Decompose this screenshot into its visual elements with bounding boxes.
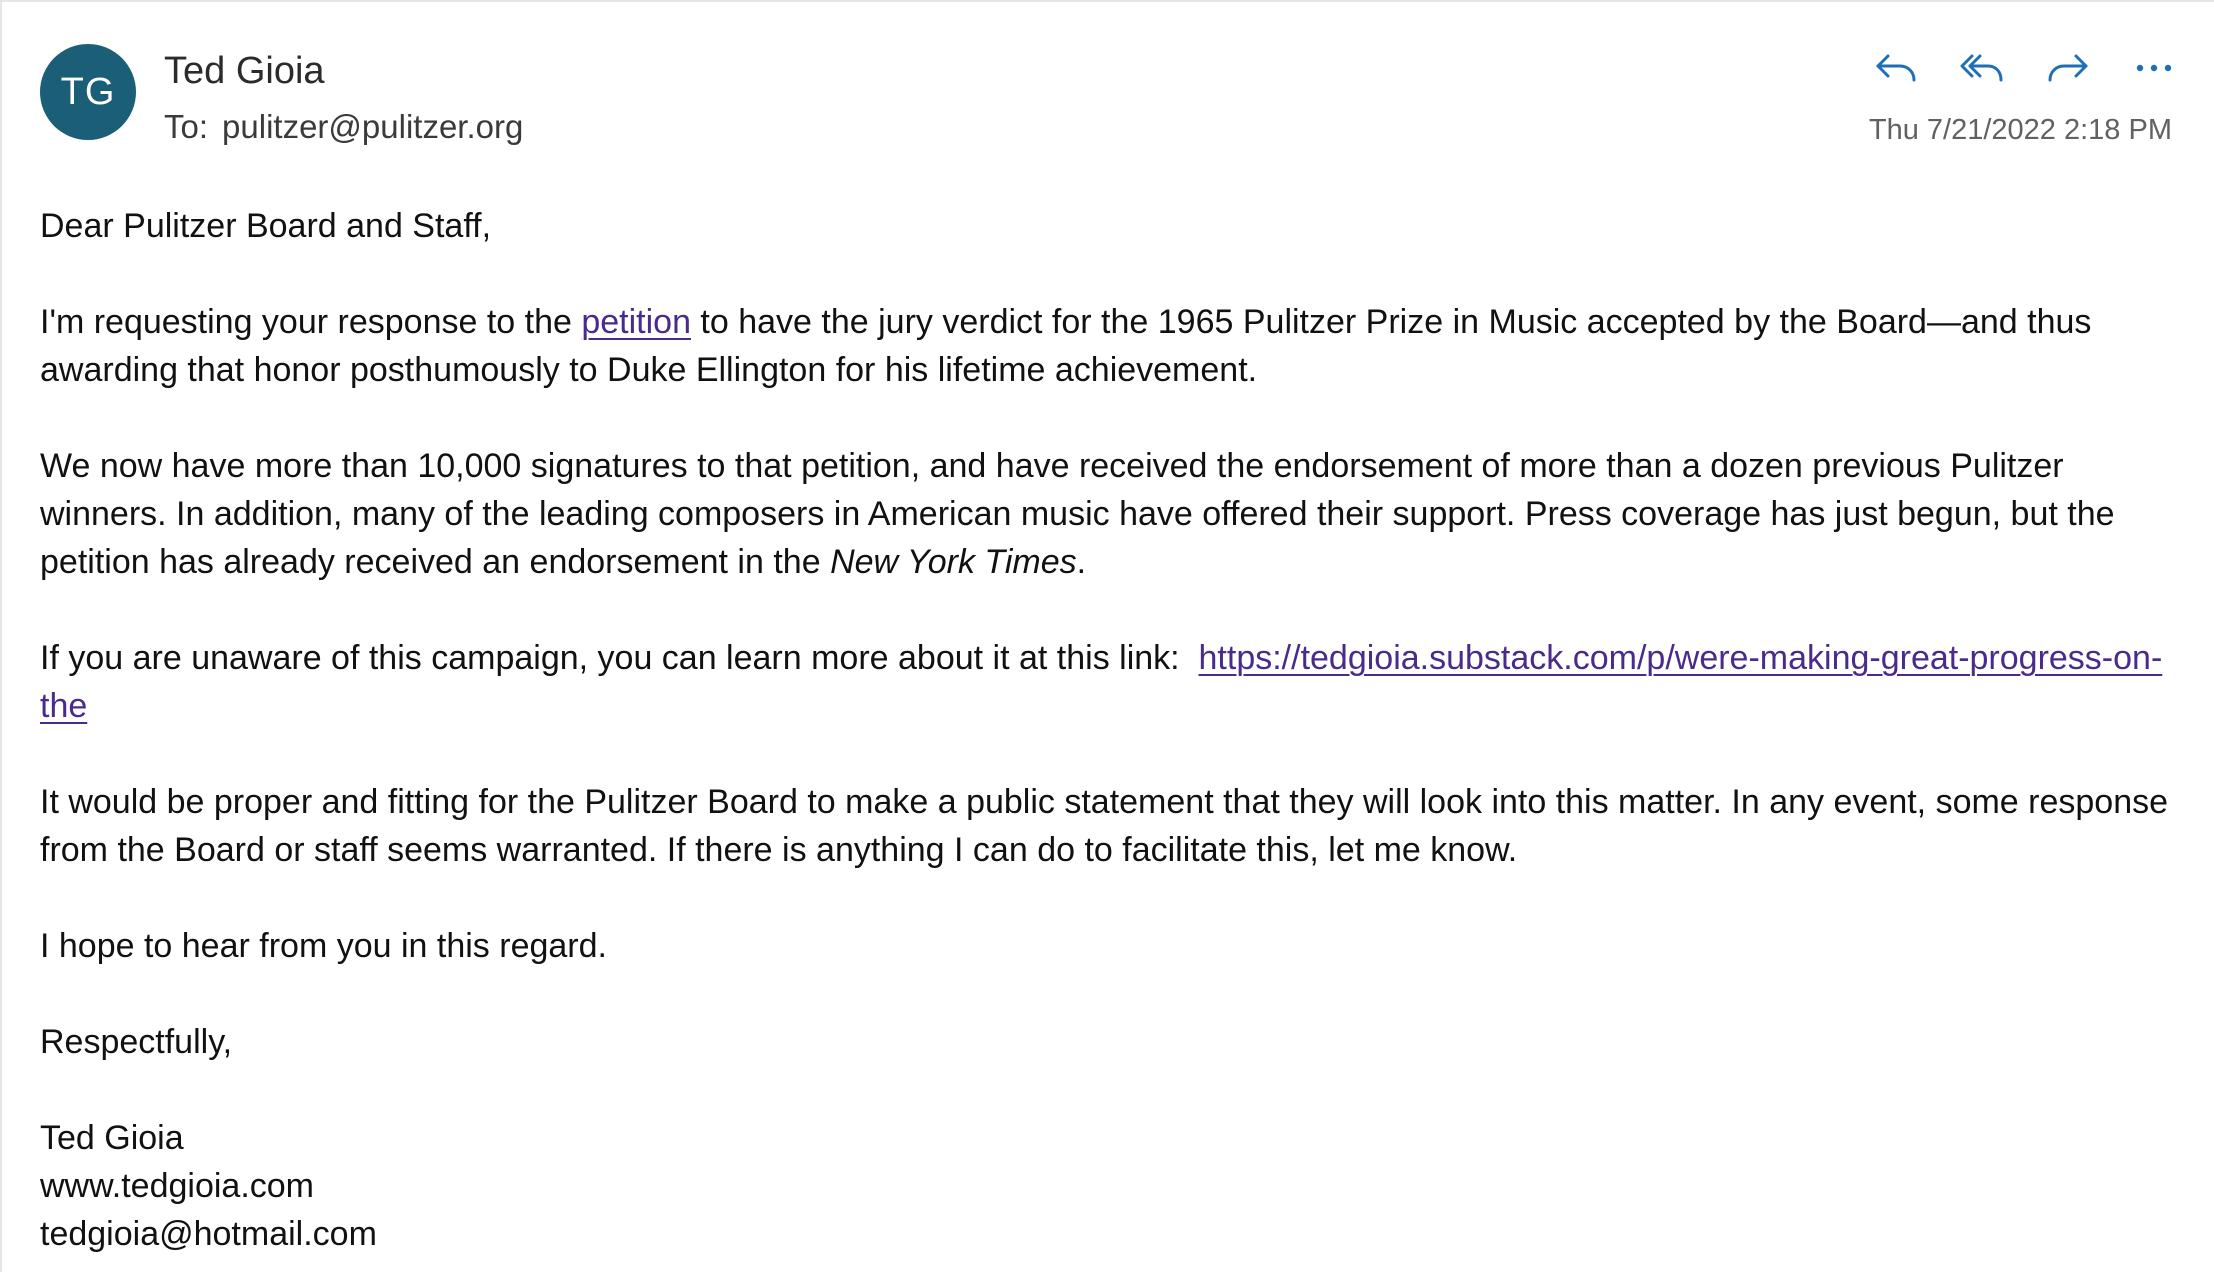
paragraph-1-text-end: to have the jury verdict for the 1965 Pulitzer Prize in Music accepted by the Board—and thus awarding that honor posthumously to Duke Ellington for his lifetime achievement. bbox=[40, 303, 2092, 389]
sender-name[interactable]: Ted Gioia bbox=[164, 50, 325, 92]
signature-block bbox=[40, 1114, 2190, 1258]
publication-name: New York Times bbox=[830, 543, 1077, 581]
message-actions bbox=[1868, 44, 2182, 92]
paragraph-2-text: We now have more than 10,000 signatures to that petition, and have received the endorsement of more than a dozen previous Pulitzer winners. In addition, many of the leading composers in American music have offered their support. Press coverage has just begun, but the petition has already received an endorsement in the bbox=[40, 447, 2115, 581]
paragraph-2-text-end: . bbox=[1076, 543, 1087, 581]
recipient-line bbox=[164, 108, 523, 146]
reply-all-button[interactable] bbox=[1954, 44, 2010, 92]
forward-icon bbox=[2046, 48, 2090, 88]
paragraph-3 bbox=[40, 634, 2190, 730]
greeting: Dear Pulitzer Board and Staff, bbox=[40, 207, 492, 245]
closing: Respectfully, bbox=[40, 1023, 233, 1061]
forward-button[interactable] bbox=[2040, 44, 2096, 92]
message-body bbox=[40, 202, 2190, 1258]
reply-icon bbox=[1874, 48, 1918, 88]
message-timestamp: Thu 7/21/2022 2:18 PM bbox=[1868, 114, 2172, 146]
paragraph-1 bbox=[40, 298, 2190, 394]
reply-all-icon bbox=[1960, 48, 2004, 88]
sender-avatar[interactable] bbox=[40, 44, 136, 140]
to-label: To: bbox=[164, 108, 209, 145]
paragraph-2 bbox=[40, 442, 2190, 586]
petition-link[interactable]: petition bbox=[581, 303, 691, 341]
paragraph-4: It would be proper and fitting for the Pulitzer Board to make a public statement that they will look into this matter. In any event, some response from the Board or staff seems warranted. If there is anything I can do to facilitate this, let me know. bbox=[40, 783, 2169, 869]
signature-email: tedgioia@hotmail.com bbox=[40, 1215, 377, 1253]
paragraph-3-text: If you are unaware of this campaign, you can learn more about it at this link: bbox=[40, 639, 1199, 677]
more-icon bbox=[2132, 48, 2176, 88]
email-header bbox=[40, 44, 2182, 154]
paragraph-1-text: I'm requesting your response to the bbox=[40, 303, 582, 341]
recipient-address[interactable]: pulitzer@pulitzer.org bbox=[222, 108, 524, 145]
substack-link[interactable]: https://tedgioia.substack.com/p/were-making-great-progress-on-the bbox=[40, 639, 2163, 725]
reply-button[interactable] bbox=[1868, 44, 1924, 92]
more-actions-button[interactable] bbox=[2126, 44, 2182, 92]
signature-website: www.tedgioia.com bbox=[40, 1167, 315, 1205]
avatar-initials: TG bbox=[60, 70, 116, 113]
paragraph-5: I hope to hear from you in this regard. bbox=[40, 927, 607, 965]
signature-name: Ted Gioia bbox=[40, 1119, 184, 1157]
